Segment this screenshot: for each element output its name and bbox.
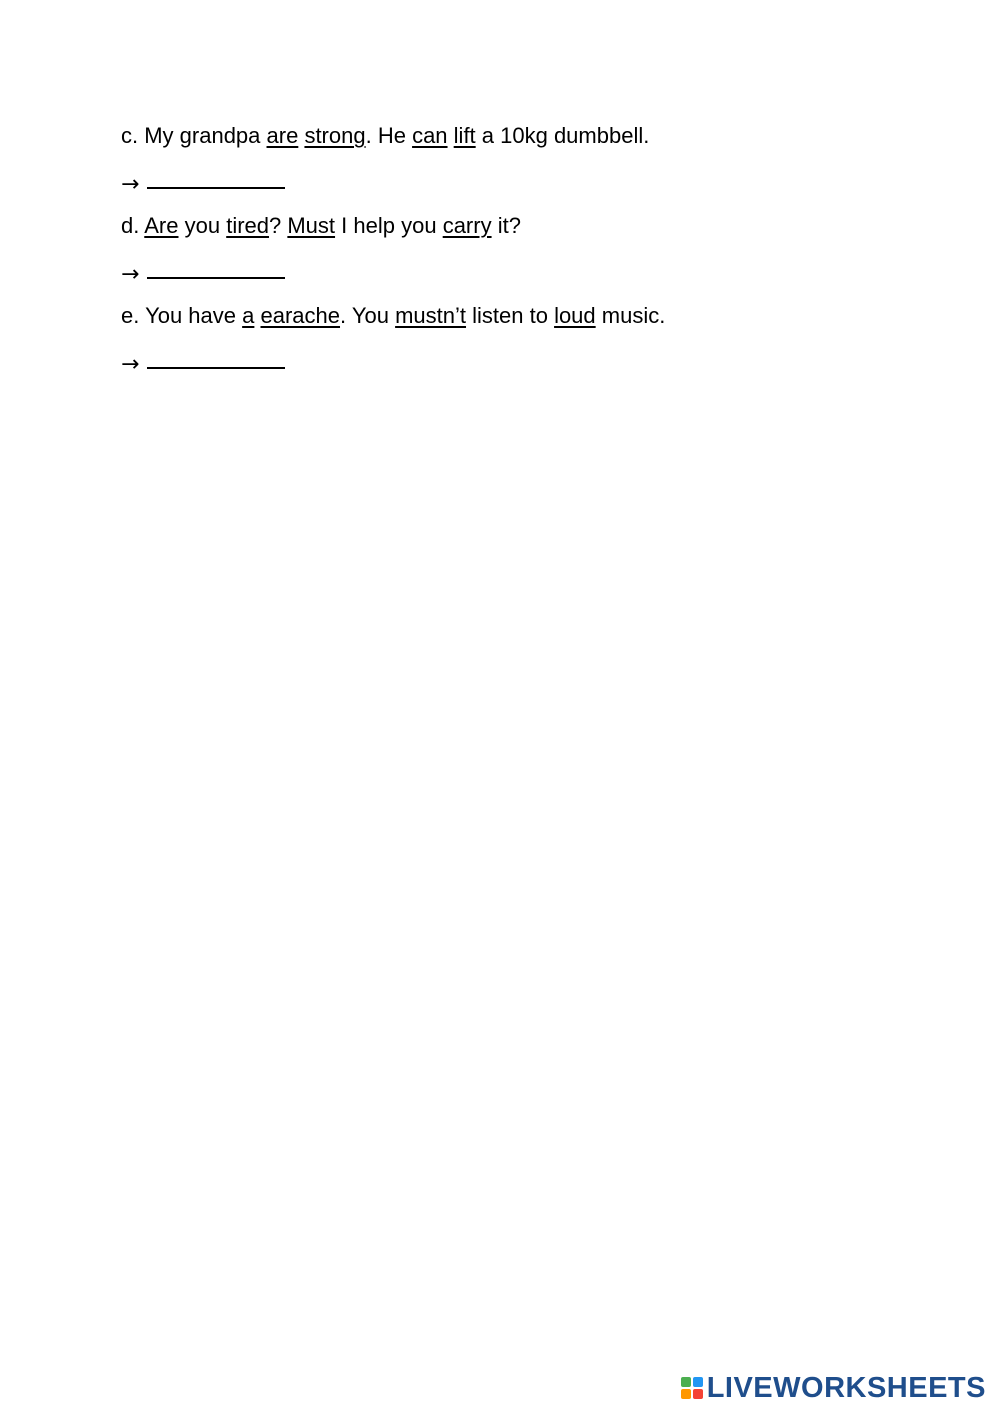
exercise-list	[121, 120, 881, 390]
sentence-text: ?	[269, 213, 288, 238]
sentence-text: . He	[365, 123, 413, 148]
logo-tile	[681, 1377, 691, 1387]
underlined-word: carry	[442, 213, 492, 238]
underlined-word: tired	[226, 213, 269, 238]
answer-line	[121, 345, 881, 377]
underlined-word: strong	[304, 123, 366, 148]
liveworksheets-logo-icon	[681, 1377, 703, 1399]
exercise-sentence	[121, 300, 881, 332]
liveworksheets-logo	[681, 1371, 986, 1405]
sentence-text: e. You have	[121, 303, 243, 328]
sentence-text: it?	[491, 213, 521, 238]
underlined-word: Must	[287, 213, 336, 238]
underlined-word: lift	[453, 123, 476, 148]
underlined-word: loud	[554, 303, 596, 328]
exercise-sentence	[121, 120, 881, 152]
answer-line	[121, 255, 881, 287]
answer-blank[interactable]	[147, 163, 285, 189]
logo-tile	[693, 1389, 703, 1399]
sentence-text: listen to	[466, 303, 555, 328]
arrow-right-icon: →	[121, 262, 140, 287]
arrow-right-icon: →	[121, 352, 140, 377]
logo-tile	[681, 1389, 691, 1399]
arrow-right-icon: →	[121, 172, 140, 197]
answer-blank[interactable]	[147, 343, 285, 369]
underlined-word: are	[266, 123, 299, 148]
logo-tile	[693, 1377, 703, 1387]
answer-blank[interactable]	[147, 253, 285, 279]
underlined-word: earache	[260, 303, 341, 328]
sentence-text: music.	[595, 303, 666, 328]
underlined-word: Are	[144, 213, 179, 238]
logo-text: LIVEWORKSHEETS	[706, 1371, 986, 1404]
sentence-text: I help you	[335, 213, 443, 238]
answer-line	[121, 165, 881, 197]
underlined-word: can	[412, 123, 448, 148]
sentence-text: you	[178, 213, 227, 238]
underlined-word: a	[242, 303, 255, 328]
sentence-text: c. My grandpa	[121, 123, 267, 148]
sentence-text: d.	[121, 213, 145, 238]
underlined-word: mustn’t	[395, 303, 467, 328]
sentence-text: . You	[340, 303, 396, 328]
exercise-sentence	[121, 210, 881, 242]
sentence-text: a 10kg dumbbell.	[475, 123, 650, 148]
